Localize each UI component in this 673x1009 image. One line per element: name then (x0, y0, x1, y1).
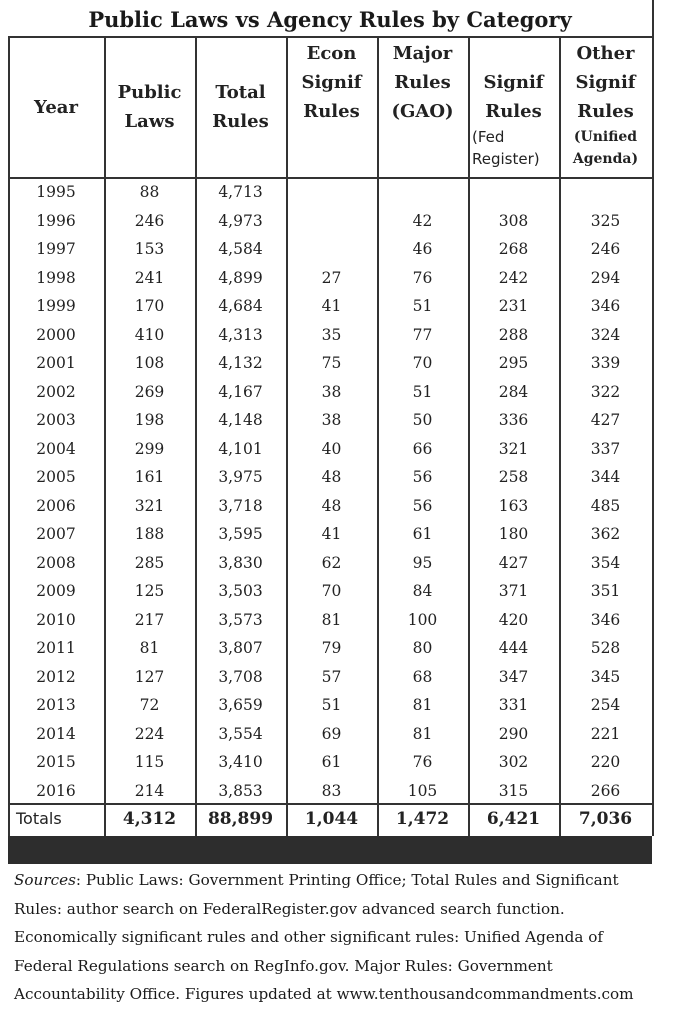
cell-total-rules: 3,708 (218, 667, 263, 686)
table-row (0, 406, 673, 435)
table-row (0, 378, 673, 407)
cell-total-rules: 3,503 (218, 582, 263, 600)
total-major-rules: 1,472 (395, 809, 450, 829)
cell-total-rules: 4,101 (218, 439, 263, 458)
cell-year: 2005 (36, 468, 76, 486)
table-row (0, 207, 673, 236)
cell-year: 2014 (36, 724, 76, 743)
header-econ-signif-rules: Econ Signif Rules (301, 43, 362, 122)
cell-public-laws: 224 (134, 724, 165, 743)
total-econ-signif-rules: 1,044 (304, 809, 359, 829)
cell-year: 1995 (36, 183, 76, 201)
cell-major-rules: 50 (412, 411, 433, 429)
cell-major-rules: 66 (412, 439, 433, 458)
cell-public-laws: 410 (134, 325, 165, 344)
table-row (0, 235, 673, 264)
cell-major-rules (377, 178, 468, 207)
table-row (0, 777, 673, 806)
cell-other-signif-rules: 254 (590, 696, 621, 714)
cell-public-laws: 321 (134, 496, 165, 515)
cell-other-signif-rules: 354 (590, 553, 621, 572)
table-row (0, 606, 673, 635)
cell-signif-rules: 371 (498, 582, 529, 600)
footer-bar (8, 836, 652, 864)
sources-note (14, 866, 654, 1009)
cell-major-rules: 105 (407, 781, 438, 800)
cell-other-signif-rules: 294 (590, 268, 621, 287)
cell-year: 2007 (36, 525, 76, 543)
cell-other-signif-rules: 485 (590, 496, 621, 515)
cell-signif-rules: 302 (498, 753, 529, 771)
cell-major-rules: 61 (412, 525, 433, 543)
cell-major-rules: 77 (412, 325, 433, 344)
cell-total-rules: 4,899 (218, 268, 263, 287)
cell-signif-rules: 336 (498, 411, 529, 429)
cell-year: 2006 (36, 496, 76, 515)
table-row (0, 178, 673, 207)
cell-year: 1996 (36, 211, 76, 230)
cell-other-signif-rules: 221 (590, 724, 621, 743)
table-row (0, 634, 673, 663)
cell-public-laws: 127 (134, 667, 165, 686)
cell-econ-signif-rules: 51 (321, 696, 342, 714)
cell-signif-rules: 288 (498, 325, 529, 344)
cell-public-laws: 81 (139, 639, 160, 657)
cell-year: 2013 (36, 696, 76, 714)
cell-total-rules: 4,313 (218, 325, 263, 344)
cell-year: 2000 (36, 325, 76, 344)
cell-econ-signif-rules: 35 (321, 325, 342, 344)
total-other-signif-rules: 7,036 (578, 809, 633, 829)
cell-public-laws: 198 (134, 411, 165, 429)
cell-public-laws: 241 (134, 268, 165, 287)
cell-econ-signif-rules: 41 (321, 297, 342, 315)
cell-major-rules: 100 (407, 610, 438, 629)
table-row (0, 748, 673, 777)
cell-major-rules: 80 (412, 639, 433, 657)
cell-public-laws: 125 (134, 582, 165, 600)
cell-total-rules: 4,148 (218, 411, 263, 429)
cell-major-rules: 70 (412, 354, 433, 372)
cell-econ-signif-rules: 61 (321, 753, 342, 771)
cell-total-rules: 3,554 (218, 724, 263, 743)
table-row (0, 321, 673, 350)
cell-major-rules: 51 (412, 382, 433, 401)
cell-signif-rules: 315 (498, 781, 529, 800)
cell-other-signif-rules: 528 (590, 639, 621, 657)
cell-public-laws: 170 (134, 297, 165, 315)
cell-econ-signif-rules: 48 (321, 496, 342, 515)
cell-econ-signif-rules (286, 235, 377, 264)
cell-signif-rules: 308 (498, 211, 529, 230)
cell-year: 2001 (36, 354, 76, 372)
cell-other-signif-rules: 246 (590, 240, 621, 258)
cell-signif-rules: 163 (498, 496, 529, 515)
cell-other-signif-rules: 351 (590, 582, 621, 600)
cell-public-laws: 72 (139, 696, 160, 714)
cell-other-signif-rules (559, 178, 652, 207)
cell-major-rules: 56 (412, 468, 433, 486)
cell-signif-rules: 331 (498, 696, 529, 714)
cell-year: 2008 (36, 553, 76, 572)
cell-econ-signif-rules: 38 (321, 382, 342, 401)
header-signif-rules: Signif Rules (Fed Register) (472, 72, 544, 168)
table-row (0, 349, 673, 378)
table-row (0, 691, 673, 720)
cell-year: 2012 (36, 667, 76, 686)
cell-public-laws: 108 (134, 354, 165, 372)
cell-signif-rules: 231 (498, 297, 529, 315)
header-total-rules: Total Rules (212, 82, 269, 132)
cell-signif-rules: 268 (498, 240, 529, 258)
table-row (0, 577, 673, 606)
cell-major-rules: 95 (412, 553, 433, 572)
cell-year: 2009 (36, 582, 76, 600)
cell-total-rules: 3,975 (218, 468, 263, 486)
cell-public-laws: 188 (134, 525, 165, 543)
cell-public-laws: 161 (134, 468, 165, 486)
cell-major-rules: 46 (412, 240, 433, 258)
sources-lead: Sources (14, 871, 76, 889)
cell-econ-signif-rules (286, 207, 377, 236)
cell-econ-signif-rules: 75 (321, 354, 342, 372)
cell-other-signif-rules: 346 (590, 610, 621, 629)
cell-public-laws: 285 (134, 553, 165, 572)
cell-total-rules: 3,718 (218, 496, 263, 515)
cell-other-signif-rules: 362 (590, 525, 621, 543)
cell-econ-signif-rules: 62 (321, 553, 342, 572)
table-title: Public Laws vs Agency Rules by Category (8, 2, 652, 38)
cell-year: 2002 (36, 382, 76, 401)
cell-major-rules: 81 (412, 696, 433, 714)
cell-public-laws: 217 (134, 610, 165, 629)
cell-signif-rules (468, 178, 559, 207)
total-signif-rules: 6,421 (486, 809, 541, 829)
table-row (0, 435, 673, 464)
sources-text: : Public Laws: Government Printing Office; Total Rules and Significant Rules: author search on FederalRegister.gov advanced search function. Economically significant rules and other significant rules: Unified Agenda of Federal Regulations search on RegInfo.gov. Major Rules: Government Accountability Office. Figures updated at www.tenthousandcommandments.com (14, 871, 634, 1003)
header-public-laws: Public Laws (117, 82, 182, 132)
cell-econ-signif-rules: 81 (321, 610, 342, 629)
cell-signif-rules: 295 (498, 354, 529, 372)
cell-total-rules: 3,410 (218, 753, 263, 771)
totals-label: Totals (16, 809, 62, 828)
cell-total-rules: 4,584 (218, 240, 263, 258)
cell-total-rules: 3,853 (218, 781, 263, 800)
table-row (0, 292, 673, 321)
cell-econ-signif-rules: 69 (321, 724, 342, 743)
cell-public-laws: 269 (134, 382, 165, 401)
cell-econ-signif-rules: 83 (321, 781, 342, 800)
cell-total-rules: 4,167 (218, 382, 263, 401)
cell-major-rules: 81 (412, 724, 433, 743)
cell-other-signif-rules: 220 (590, 753, 621, 771)
cell-signif-rules: 427 (498, 553, 529, 572)
cell-major-rules: 56 (412, 496, 433, 515)
cell-public-laws: 299 (134, 439, 165, 458)
cell-signif-rules: 444 (498, 639, 529, 657)
cell-year: 1997 (36, 240, 76, 258)
cell-econ-signif-rules: 79 (321, 639, 342, 657)
cell-econ-signif-rules: 40 (321, 439, 342, 458)
cell-econ-signif-rules (286, 178, 377, 207)
cell-signif-rules: 258 (498, 468, 529, 486)
cell-signif-rules: 180 (498, 525, 529, 543)
header-year: Year (34, 96, 78, 118)
cell-major-rules: 84 (412, 582, 433, 600)
totals-row (0, 804, 673, 834)
cell-total-rules: 3,595 (218, 525, 263, 543)
cell-other-signif-rules: 346 (590, 297, 621, 315)
cell-major-rules: 76 (412, 753, 433, 771)
cell-year: 2011 (36, 639, 76, 657)
cell-public-laws: 115 (134, 753, 165, 771)
cell-total-rules: 3,573 (218, 610, 263, 629)
table-row (0, 264, 673, 293)
cell-other-signif-rules: 266 (590, 781, 621, 800)
cell-total-rules: 4,973 (218, 211, 263, 230)
table-row (0, 463, 673, 492)
cell-public-laws: 153 (134, 240, 165, 258)
cell-other-signif-rules: 324 (590, 325, 621, 344)
total-total-rules: 88,899 (207, 809, 274, 829)
cell-other-signif-rules: 325 (590, 211, 621, 230)
cell-year: 2003 (36, 411, 76, 429)
cell-major-rules: 76 (412, 268, 433, 287)
cell-econ-signif-rules: 27 (321, 268, 342, 287)
table-row (0, 720, 673, 749)
cell-signif-rules: 420 (498, 610, 529, 629)
cell-major-rules: 68 (412, 667, 433, 686)
cell-public-laws: 214 (134, 781, 165, 800)
cell-other-signif-rules: 322 (590, 382, 621, 401)
table-row (0, 549, 673, 578)
cell-year: 1998 (36, 268, 76, 287)
cell-other-signif-rules: 345 (590, 667, 621, 686)
cell-total-rules: 3,807 (218, 639, 263, 657)
cell-year: 2004 (36, 439, 76, 458)
cell-other-signif-rules: 337 (590, 439, 621, 458)
cell-econ-signif-rules: 41 (321, 525, 342, 543)
table-header (0, 36, 673, 178)
cell-signif-rules: 242 (498, 268, 529, 287)
cell-econ-signif-rules: 57 (321, 667, 342, 686)
header-other-signif-rules: Other Signif Rules (Unified Agenda) (572, 43, 639, 167)
cell-signif-rules: 284 (498, 382, 529, 401)
cell-other-signif-rules: 339 (590, 354, 621, 372)
cell-total-rules: 3,659 (218, 696, 263, 714)
cell-year: 1999 (36, 297, 76, 315)
table-row (0, 663, 673, 692)
cell-econ-signif-rules: 48 (321, 468, 342, 486)
cell-signif-rules: 321 (498, 439, 529, 458)
cell-total-rules: 4,684 (218, 297, 263, 315)
cell-major-rules: 42 (412, 211, 433, 230)
cell-signif-rules: 347 (498, 667, 529, 686)
cell-other-signif-rules: 427 (590, 411, 621, 429)
cell-major-rules: 51 (412, 297, 433, 315)
table-row (0, 492, 673, 521)
cell-signif-rules: 290 (498, 724, 529, 743)
cell-year: 2010 (36, 610, 76, 629)
table-row (0, 520, 673, 549)
cell-econ-signif-rules: 38 (321, 411, 342, 429)
total-public-laws: 4,312 (122, 809, 177, 829)
cell-total-rules: 3,830 (218, 553, 263, 572)
cell-total-rules: 4,132 (218, 354, 263, 372)
cell-year: 2015 (36, 753, 76, 771)
cell-public-laws: 88 (139, 183, 160, 201)
header-major-rules: Major Rules (GAO) (391, 43, 454, 122)
cell-year: 2016 (36, 781, 76, 800)
cell-other-signif-rules: 344 (590, 468, 621, 486)
cell-public-laws: 246 (134, 211, 165, 230)
cell-econ-signif-rules: 70 (321, 582, 342, 600)
cell-total-rules: 4,713 (218, 183, 263, 201)
